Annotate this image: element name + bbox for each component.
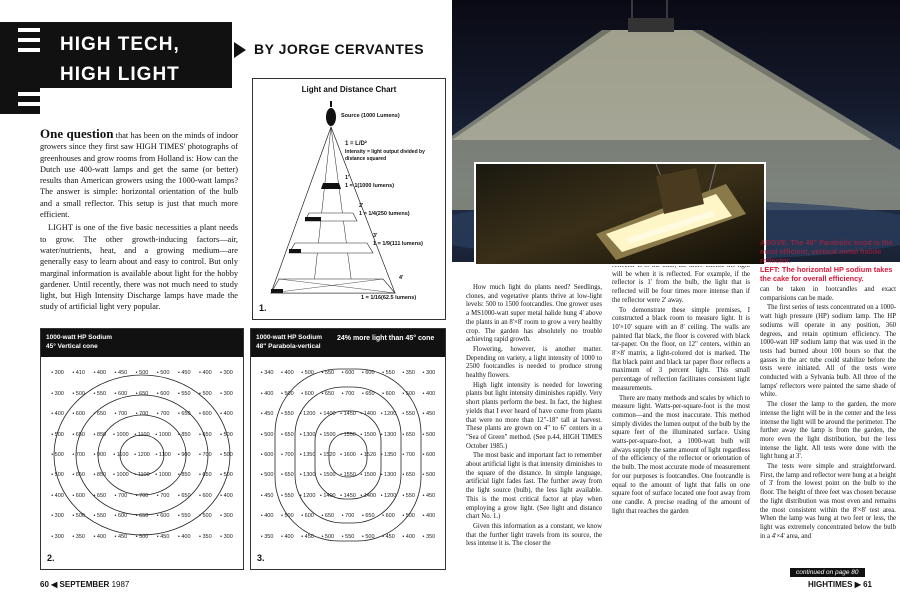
grid-cell: • 500 (135, 370, 149, 377)
grid-cell: • 700 (199, 452, 212, 458)
grid-cell: • 600 (199, 411, 212, 418)
grid-cell: • 600 (422, 452, 436, 458)
grid-cell: • 650 (321, 513, 335, 520)
grid-cell: • 600 (382, 390, 395, 397)
caption-left: LEFT: The horizontal HP sodium takes the cake for overall efficiency. (760, 265, 893, 283)
grid-cell: • 650 (281, 431, 294, 438)
grid-cell: • 500 (199, 513, 212, 520)
grid-cell: • 600 (260, 452, 274, 458)
grid-cell: • 1550 (340, 472, 356, 479)
grid-cell: • 1000 (113, 431, 129, 438)
distance-1: 1' (345, 175, 350, 181)
grid-cell: • 1350 (299, 452, 316, 458)
grid-cell: • 550 (321, 370, 335, 377)
grid-cell: • 300 (220, 513, 233, 520)
distance-2: 2' (359, 203, 364, 209)
chart-title: Light and Distance Chart (301, 85, 397, 94)
grid-cell: • 550 (93, 390, 107, 397)
grid-cell: • 1400 (360, 492, 377, 499)
col2-p1: will be when it is reflected. For example, if the reflector is 1' from the bulb, the light that is reflected will be four times more intense than if the reflector were 2' away. (612, 270, 750, 304)
intro-p2: LIGHT is one of the five basic necessities a plant needs to grow. The other growth-inducing factors—air, water/nutrients, heat, and a growing medium—are generally easy to learn about and easy to control. But only marginal information is available about light for the hobby gardener. Until recently, there was not much need to study light, but High Intensity Discharge lamps have made the study of artificial light very popular. (40, 223, 238, 312)
grid-cell: • 450 (114, 533, 128, 540)
grid-cell: • 410 (72, 370, 85, 377)
grid-cell: • 400 (402, 533, 415, 540)
lumens-3: 1 = 1/9(111 lumens) (373, 241, 423, 247)
banner-stripes (0, 0, 60, 120)
left-arrow-icon: ◀ (51, 580, 58, 589)
grid-cell: • 500 (51, 452, 64, 458)
grid-cell: • 450 (177, 370, 191, 377)
grid-cell: • 450 (260, 411, 274, 418)
grid-cell: • 550 (341, 533, 355, 540)
grid-cell: • 850 (177, 431, 191, 438)
grid-cell: • 500 (402, 513, 415, 520)
magazine-name: HIGHTIMES (808, 580, 853, 589)
grid-cell: • 350 (199, 533, 212, 540)
grid-header-line1: 1000-watt HP Sodium (256, 334, 322, 341)
footer-month: SEPTEMBER (59, 580, 110, 589)
continued-note: continued on page 80 (790, 568, 865, 577)
grid-cell: • 700 (114, 411, 128, 418)
footcandle-grid-parabola (250, 328, 446, 570)
formula: 1 = L/D² (345, 141, 367, 147)
grid-cell: • 1500 (360, 472, 377, 479)
grid-cell: • 500 (51, 431, 64, 438)
grid-header-line2: 48" Parabola-vertical (256, 343, 321, 350)
grid-cell: • 650 (321, 390, 335, 397)
grid-cell: • 1100 (113, 452, 129, 458)
grid-cell: • 650 (361, 390, 375, 397)
hp-sodium-lamp-illustration (476, 164, 764, 264)
grid-cell: • 350 (72, 533, 85, 540)
title-line-2: HIGH LIGHT (60, 64, 180, 85)
grid-cell: • 400 (422, 513, 436, 520)
grid-cell: • 900 (93, 452, 107, 458)
grid-cell: • 400 (93, 370, 107, 377)
grid-cell: • 1200 (380, 492, 397, 499)
grid-cell: • 400 (51, 411, 64, 418)
grid-cell: • 300 (220, 370, 233, 377)
grid-header (41, 329, 243, 357)
grid-cell: • 650 (135, 390, 149, 397)
grid-cell: • 450 (382, 533, 395, 540)
grid-cell: • 400 (93, 533, 107, 540)
intro-text (40, 128, 238, 315)
grid-cell: • 500 (361, 533, 375, 540)
grid-cell: • 450 (422, 492, 436, 499)
grid-cell: • 500 (402, 390, 415, 397)
grid-cell: • 650 (199, 472, 212, 479)
grid-cell: • 600 (301, 513, 314, 520)
grid-cell: • 300 (51, 513, 64, 520)
grid-cell: • 1200 (380, 411, 397, 418)
grid-cell: • 600 (156, 513, 170, 520)
grid-cell: • 500 (422, 472, 436, 479)
grid-cell: • 400 (260, 513, 274, 520)
grid-cell: • 1200 (299, 411, 316, 418)
photo-captions (760, 238, 895, 283)
grid-cell: • 500 (51, 472, 64, 479)
grid-cell: • 500 (156, 370, 170, 377)
grid-cell: • 850 (93, 431, 107, 438)
col1-p3: High light intensity is needed for lowering plants but light intensity diminishes rapidly. Very short plants perform the best. In fact, the highest yields that I ever heard of have come from plants that were no more than 12"-18" tall at harvest. These plants are grown on 4" to 6" centers in a "Sea of Green" method. (See p.44, HIGH TIMES October 1985.) (466, 381, 602, 450)
grid-cell: • 350 (402, 370, 415, 377)
grid-cell: • 1500 (360, 431, 377, 438)
grid-cell: • 450 (301, 533, 314, 540)
distance-3: 3' (373, 233, 378, 239)
grid-cell: • 1100 (134, 431, 150, 438)
grid-cell: • 600 (341, 370, 355, 377)
grid-cell: • 500 (281, 513, 294, 520)
byline-arrow-icon (234, 42, 246, 58)
grid-cell: • 500 (72, 513, 85, 520)
grid-cell: • 700 (156, 411, 170, 418)
grid-cell: • 1600 (340, 452, 356, 458)
grid-cell: • 1500 (319, 472, 336, 479)
grid-cell: • 600 (114, 390, 128, 397)
grid-cell: • 600 (156, 390, 170, 397)
grid-cell: • 1400 (360, 411, 377, 418)
grid-cell: • 1450 (340, 411, 356, 418)
col1-p1: How much light do plants need? Seedlings, clones, and vegetative plants thrive at low-light levels: 500 to 1500 footcandles. One grower uses a MS1000-watt super metal halide hung 4' above the plants in an 8'×8' room to grow a very healthy crop. The garden has absolutely no trouble achieving rapid growth. (466, 284, 602, 344)
intro-lead: One question (40, 126, 114, 141)
footer-year: 1987 (111, 580, 130, 589)
grid-cell: • 300 (422, 370, 436, 377)
grid-cell: • 400 (281, 533, 294, 540)
grid-cell: • 650 (199, 431, 212, 438)
grid-cell: • 350 (422, 533, 436, 540)
figure-number: 3. (257, 553, 265, 563)
grid-cell: • 450 (260, 492, 274, 499)
grid-header-line2: 45° Vertical cone (46, 343, 98, 350)
grid-header-line1: 1000-watt HP Sodium (46, 334, 112, 341)
figure-number: 2. (47, 553, 55, 563)
grid-cell: • 450 (422, 411, 436, 418)
grid-cell: • 600 (72, 492, 85, 499)
grid-cell: • 400 (422, 390, 436, 397)
grid-cell: • 1300 (299, 472, 316, 479)
grid-cell: • 500 (281, 390, 294, 397)
col1-p2: Flowering, however, is another matter. Depending on variety, a light intensity of 1000 to 2500 footcandles is needed to produce strong healthy flowers. (466, 345, 602, 380)
grid-cell: • 650 (402, 431, 415, 438)
col2-p3: There are many methods and scales by which to measure light. Watts-per-square-foot is the most common—and the most inaccurate. This method simply divides the lumen output of the bulb by the square feet of the illuminated surface. Using watts-per-square-foot, a 1000-watt bulb will always supply the same amount of light regardless of the efficiency of the reflector or orientation of the bulb. The most accurate mode of measurement for our purposes is footcandles. One footcandle is equal to the amount of light that falls on one square foot of surface located one foot away from one candle. A precise reading of the amount of light that reaches the garden (612, 394, 750, 515)
grid-cell: • 400 (177, 533, 191, 540)
grid-cell: • 500 (135, 533, 149, 540)
grid-cell: • 340 (260, 370, 274, 377)
title-line-1: HIGH TECH, (60, 34, 180, 55)
grid-cell: • 500 (199, 390, 212, 397)
grid-cell: • 650 (93, 492, 107, 499)
lumens-2: 1 = 1/4(250 lumens) (359, 211, 410, 217)
grid-cell: • 650 (135, 513, 149, 520)
grid-cell: • 500 (301, 370, 314, 377)
col1-p5: Given this information as a constant, we know that the further light travels from its source, the less intense it is. The closer the (466, 522, 602, 548)
grid-cell: • 650 (177, 492, 191, 499)
col1-p4: The most basic and important fact to remember about artificial light is that intensity diminishes to the square of the distance. In simple language, artificial light fades fast. The further away from the light source (bulb), the less light available. This is the most critical factor at play when employing a grow light. (See light and distance chart No. 1.) (466, 452, 602, 521)
grid-cell: • 550 (402, 411, 415, 418)
grid-cell: • 650 (72, 431, 85, 438)
grid-cell: • 700 (402, 452, 415, 458)
lumens-1: 1 = 1(1000 lumens) (345, 183, 395, 189)
grid-cell: • 300 (220, 533, 233, 540)
grid-cell: • 1400 (319, 492, 336, 499)
grid-cell: • 1000 (113, 472, 129, 479)
right-arrow-icon: ▶ (854, 580, 861, 589)
light-distance-chart (252, 78, 446, 320)
grid-cell: • 550 (281, 411, 294, 418)
grid-cell: • 500 (72, 390, 85, 397)
intro-p1: that has been on the minds of indoor growers since they first saw HIGH TIMES' photographs of greenhouses and grow rooms from Holland is: How can the Dutch use 400-watt lamps and get the same (or better) results than American growers using the 1000-watt lamps? The answer is simple: horizontal orientation of the bulb and a small reflector. This setup is just that much more efficient. (40, 131, 239, 220)
grid-cell: • 850 (177, 472, 191, 479)
grid-cell: • 1350 (380, 452, 397, 458)
formula-note: Intensity = light output divided by distance squared (345, 149, 425, 162)
grid-cell: • 600 (382, 513, 395, 520)
grid-cell: • 600 (114, 513, 128, 520)
grid-cell: • 300 (220, 390, 233, 397)
grid-values (257, 363, 439, 547)
body-column-3 (760, 286, 896, 572)
grid-cell: • 500 (220, 431, 233, 438)
grid-cell: • 500 (422, 431, 436, 438)
left-page-number: 60 (40, 580, 49, 589)
byline: BY JORGE CERVANTES (254, 41, 425, 57)
grid-cell: • 1520 (360, 452, 377, 458)
col2-p2: To demonstrate these simple premises, I constructed a black room to measure light. It is 10'×10' square with an 8' ceiling. The walls are painted flat black, the floor is covered with black tar-paper. On the floor, on 12" centers, within an 8'×8' matrix, a light-colored dot is marked. The flat black paint and black tar paper floor reflects a maximum of 3 percent light. This small percentage of reflection facilitates consistent light measurements. (612, 306, 750, 392)
grid-cell: • 400 (281, 370, 294, 377)
grid-cell: • 550 (177, 390, 191, 397)
article-title (60, 30, 180, 90)
left-page-footer (40, 580, 129, 589)
grid-cell: • 1000 (155, 472, 171, 479)
grid-cell: • 500 (321, 533, 335, 540)
source-label: Source (1000 Lumens) (341, 113, 400, 119)
grid-cell: • 1300 (380, 431, 397, 438)
grid-cell: • 650 (177, 411, 191, 418)
grid-cell: • 500 (220, 472, 233, 479)
grid-cell: • 400 (260, 390, 274, 397)
grid-cell: • 400 (51, 492, 64, 499)
grid-cell: • 1520 (319, 452, 336, 458)
grid-cell: • 550 (402, 492, 415, 499)
grid-values (47, 363, 237, 547)
grid-cell: • 700 (341, 390, 355, 397)
grid-cell: • 1100 (155, 452, 171, 458)
grid-cell: • 550 (93, 513, 107, 520)
grid-cell: • 550 (281, 492, 294, 499)
grid-cell: • 1300 (380, 472, 397, 479)
grid-cell: • 1450 (340, 492, 356, 499)
figure-number: 1. (259, 303, 267, 313)
grid-cell: • 300 (51, 390, 64, 397)
distance-4: 4' (399, 275, 404, 281)
grid-cell: • 1200 (299, 492, 316, 499)
grid-cell: • 700 (135, 492, 149, 499)
col3-p4: The tests were simple and straightforward. First, the lamp and reflector were hung at a height of 3' from the lowest point on the bulb to the floor. The height of three feet was chosen because the light distribution was most even and remains the most consistent within the 8'×8' test area. When the lamp was hung at two feet or less, the light was extremely concentrated below the bulb in a 4'×4' area, and (760, 463, 896, 540)
grid-cell: • 1400 (319, 411, 336, 418)
grid-cell: • 600 (301, 390, 314, 397)
efficiency-badge: 24% more light than 45° cone (337, 335, 435, 342)
grid-cell: • 1550 (340, 431, 356, 438)
grid-cell: • 400 (199, 370, 212, 377)
col3-p1: can be taken in footcandles and exact comparisions can be made. (760, 286, 896, 302)
right-page-footer (808, 580, 872, 589)
grid-cell: • 900 (177, 452, 191, 458)
col3-p2: The first series of tests concentrated on a 1000-watt high pressure (HP) sodium lamp. The HP sodiums will operate in any position, 360 degrees, and retain optimum efficiency. The 1000-watt HP sodium lamp that was used in the tests had burned about 100 hours so that the gasses in the arc tube could stabilize before the tests were initiated. All of the tests were conducted with a Sylvania bulb. All three of the lamps' reflectors were painted the same shade of white. (760, 304, 896, 399)
grid-cell: • 450 (156, 533, 170, 540)
lumens-4: 1 = 1/16(62.5 lumens) (361, 295, 417, 301)
grid-cell: • 350 (260, 533, 274, 540)
body-column-2 (612, 262, 750, 584)
body-column-1 (466, 284, 602, 584)
grid-cell: • 600 (361, 370, 375, 377)
horizontal-hp-sodium-photo (474, 162, 766, 266)
footcandle-grid-cone (40, 328, 244, 570)
grid-cell: • 600 (72, 411, 85, 418)
grid-cell: • 700 (281, 452, 294, 458)
grid-cell: • 650 (402, 472, 415, 479)
grid-cell: • 850 (93, 472, 107, 479)
caption-above: ABOVE: The 48" Parabolic hood is the most efficient, vertical metal halide reflector. (760, 238, 893, 265)
grid-cell: • 400 (220, 492, 233, 499)
grid-cell: • 650 (72, 472, 85, 479)
grid-header (251, 329, 445, 357)
col3-p3: The closer the lamp to the garden, the more intense the light will be in the center and the less intense the light will be around the perimeter. The further away the lamp is from the garden, the more even the light distribution, but the less intense the light. All tests were done with the light hung at 3'. (760, 401, 896, 461)
grid-cell: • 700 (72, 452, 85, 458)
grid-cell: • 450 (114, 370, 128, 377)
grid-cell: • 650 (93, 411, 107, 418)
right-page-number: 61 (863, 580, 872, 589)
grid-cell: • 300 (51, 370, 64, 377)
grid-cell: • 500 (260, 431, 274, 438)
grid-cell: • 1000 (155, 431, 171, 438)
grid-cell: • 500 (220, 452, 233, 458)
grid-cell: • 700 (135, 411, 149, 418)
grid-cell: • 1100 (134, 472, 150, 479)
grid-cell: • 600 (199, 492, 212, 499)
grid-cell: • 550 (177, 513, 191, 520)
grid-cell: • 1500 (319, 431, 336, 438)
grid-cell: • 300 (51, 533, 64, 540)
grid-cell: • 700 (114, 492, 128, 499)
grid-cell: • 650 (281, 472, 294, 479)
grid-cell: • 700 (341, 513, 355, 520)
grid-cell: • 700 (156, 492, 170, 499)
grid-cell: • 1200 (134, 452, 150, 458)
grid-cell: • 500 (260, 472, 274, 479)
grid-cell: • 550 (382, 370, 395, 377)
grid-cell: • 400 (220, 411, 233, 418)
grid-cell: • 1300 (299, 431, 316, 438)
grid-cell: • 650 (361, 513, 375, 520)
bulb-icon (326, 108, 336, 126)
